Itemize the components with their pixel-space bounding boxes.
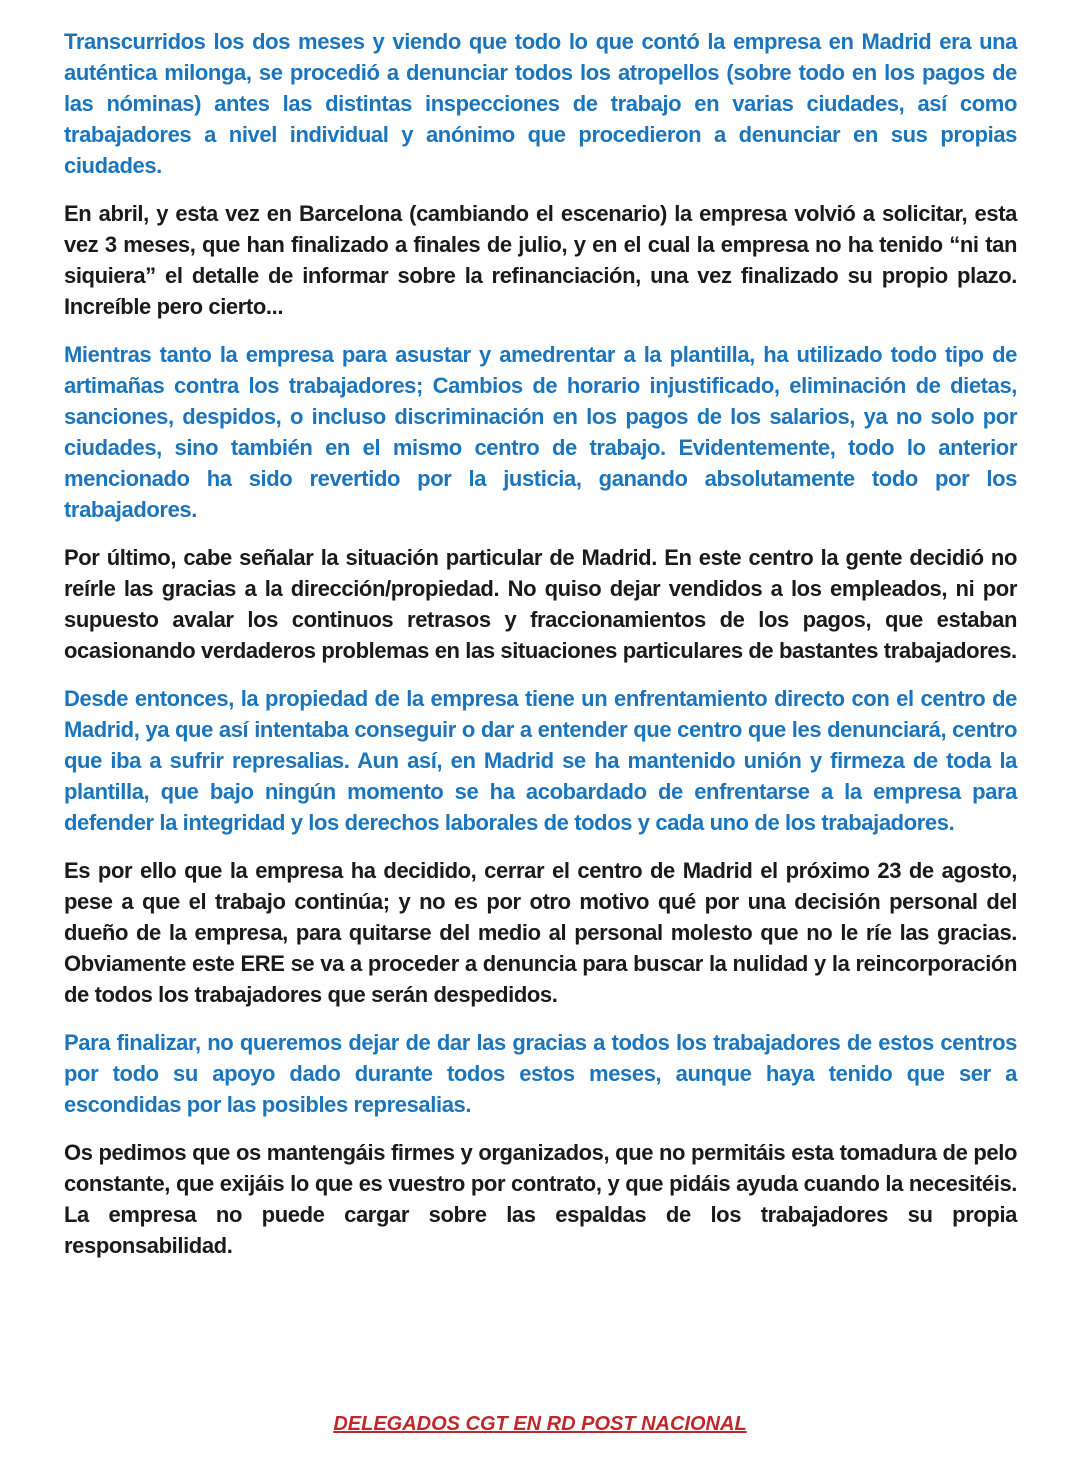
paragraph-8: Os pedimos que os mantengáis firmes y organizados, que no permitáis esta tomadura de pelo constante, que exijáis lo que es vuestro por contrato, y que pidáis ayuda cuando la necesitéis. La empresa no puede cargar sobre las espaldas de los trabajadores su propia responsabilidad. xyxy=(64,1140,1017,1258)
paragraph-4: Por último, cabe señalar la situación particular de Madrid. En este centro la gente decidió no reírle las gracias a la dirección/propiedad. No quiso dejar vendidos a los empleados, ni por supuesto avalar los continuos retrasos y fraccionamientos de los pagos, que estaban ocasionando verdaderos problemas en las situaciones particulares de bastantes trabajadores. xyxy=(64,545,1017,663)
paragraph-3: Mientras tanto la empresa para asustar y amedrentar a la plantilla, ha utilizado todo tipo de artimañas contra los trabajadores; Cambios de horario injustificado, eliminación de dietas, sanciones, despidos, o incluso discriminación en los pagos de los salarios, ya no solo por ciudades, sino también en el mismo centro de trabajo. Evidentemente, todo lo anterior mencionado ha sido revertido por la justicia, ganando absolutamente todo por los trabajadores. xyxy=(64,342,1017,522)
paragraph-7: Para finalizar, no queremos dejar de dar las gracias a todos los trabajadores de estos centros por todo su apoyo dado durante todos estos meses, aunque haya tenido que ser a escondidas por las posibles represalias. xyxy=(64,1030,1017,1117)
paragraph-6: Es por ello que la empresa ha decidido, cerrar el centro de Madrid el próximo 23 de agosto, pese a que el trabajo continúa; y no es por otro motivo qué por una decisión personal del dueño de la empresa, para quitarse del medio al personal molesto que no le ríe las gracias. Obviamente este ERE se va a proceder a denuncia para buscar la nulidad y la reincorporación de todos los trabajadores que serán despedidos. xyxy=(64,858,1017,1007)
paragraph-5: Desde entonces, la propiedad de la empresa tiene un enfrentamiento directo con el centro de Madrid, ya que así intentaba conseguir o dar a entender que centro que les denunciará, centro que iba a sufrir represalias. Aun así, en Madrid se ha mantenido unión y firmeza de toda la plantilla, que bajo ningún momento se ha acobardado de enfrentarse a la empresa para defender la integridad y los derechos laborales de todos y cada uno de los trabajadores. xyxy=(64,686,1017,835)
paragraph-2: En abril, y esta vez en Barcelona (cambiando el escenario) la empresa volvió a solicitar, esta vez 3 meses, que han finalizado a finales de julio, y en el cual la empresa no ha tenido “ni tan siquiera” el detalle de informar sobre la refinanciación, una vez finalizado su propio plazo. Increíble pero cierto... xyxy=(64,201,1017,319)
footer xyxy=(0,1413,1080,1436)
paragraph-1: Transcurridos los dos meses y viendo que todo lo que contó la empresa en Madrid era una auténtica milonga, se procedió a denunciar todos los atropellos (sobre todo en los pagos de las nóminas) antes las distintas inspecciones de trabajo en varias ciudades, así como trabajadores a nivel individual y anónimo que procedieron a denunciar en sus propias ciudades. xyxy=(64,29,1017,178)
footer-signature: DELEGADOS CGT EN RD POST NACIONAL xyxy=(333,1413,747,1435)
